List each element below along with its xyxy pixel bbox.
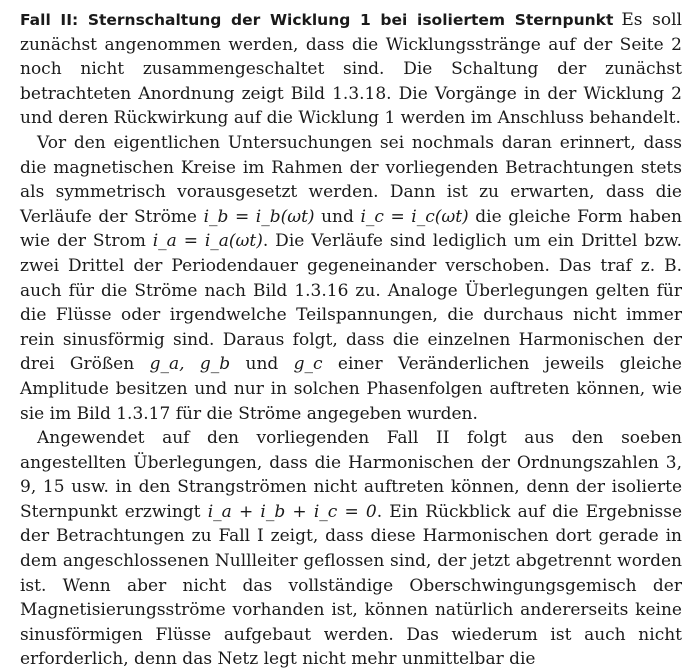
text-run: und	[230, 354, 294, 375]
paragraph-1-text: Es soll zunächst angenommen werden, dass die Wicklungsstränge auf der Seite 2 noch nicht zusammengeschaltet sind. Die Schaltung der zunächst betrachteten Anordnung zeigt Bild 1.3.18. Die Vorgänge in der Wicklung 2 und deren Rückwirkung auf die Wicklung 1 werden im Anschluss behandelt.	[20, 10, 682, 129]
text-run: und	[314, 206, 361, 227]
formula-ib: i_b = i_b(ωt)	[203, 206, 315, 227]
paragraph-1	[20, 8, 682, 131]
text-run: die gleiche Form haben wie der Strom	[20, 206, 682, 252]
text-run: einer Veränderlichen jeweils gleiche Amplitude besitzen und nur in solchen Phasenfolgen auftreten können, wie sie im Bild 1.3.17 für die Ströme angegeben wurden.	[20, 354, 682, 424]
paragraph-3	[20, 426, 682, 672]
text-run: Vor den eigentlichen Untersuchungen sei nochmals daran erinnert, dass die magnetischen Kreise im Rahmen der vorliegenden Betrachtungen stets als symmetrisch vorausgesetzt werden. Dann ist zu erwarten, dass die Verläufe der Ströme	[20, 132, 682, 227]
formula-ia: i_a = i_a(ωt)	[152, 231, 263, 252]
text-run: Angewendet auf den vorliegenden Fall II folgt aus den soeben angestellten Überlegungen, dass die Harmonischen der Ordnungszahlen 3, 9, 15 usw. in den Strangströmen nicht auftreten können, denn der isolierte Sternpunkt erzwingt	[20, 428, 682, 522]
formula-gc: g_c	[293, 354, 323, 375]
section-heading: Fall II: Sternschaltung der Wicklung 1 bei isoliertem Sternpunkt	[20, 11, 614, 29]
paragraph-2	[20, 131, 682, 426]
text-run: . Die Verläufe sind lediglich um ein Drittel bzw. zwei Drittel der Periodendauer gegeneinander verschoben. Das traf z. B. auch für die Ströme nach Bild 1.3.16 zu. Analoge Überlegungen gelten für die Flüsse oder irgendwelche Teilspannungen, die durchaus nicht immer rein sinusförmig sind. Daraus folgt, dass die einzelnen Harmonischen der drei Größen	[20, 231, 682, 375]
formula-ga-gb: g_a, g_b	[149, 354, 231, 375]
formula-current-sum: i_a + i_b + i_c = 0	[207, 501, 377, 522]
formula-ic: i_c = i_c(ωt)	[360, 206, 469, 227]
text-run: . Ein Rückblick auf die Ergebnisse der Betrachtungen zu Fall I zeigt, dass diese Harmonischen dort gerade in dem angeschlossenen Nullleiter geflossen sind, der jetzt abgetrennt worden ist. Wenn aber nicht das vollständige Oberschwingungsgemisch der Magnetisierungsströme vorhanden ist, können natürlich andererseits keine sinusförmigen Flüsse aufgebaut werden. Das wiederum ist auch nicht erforderlich, denn das Netz legt nicht mehr unmittelbar die	[20, 501, 682, 670]
